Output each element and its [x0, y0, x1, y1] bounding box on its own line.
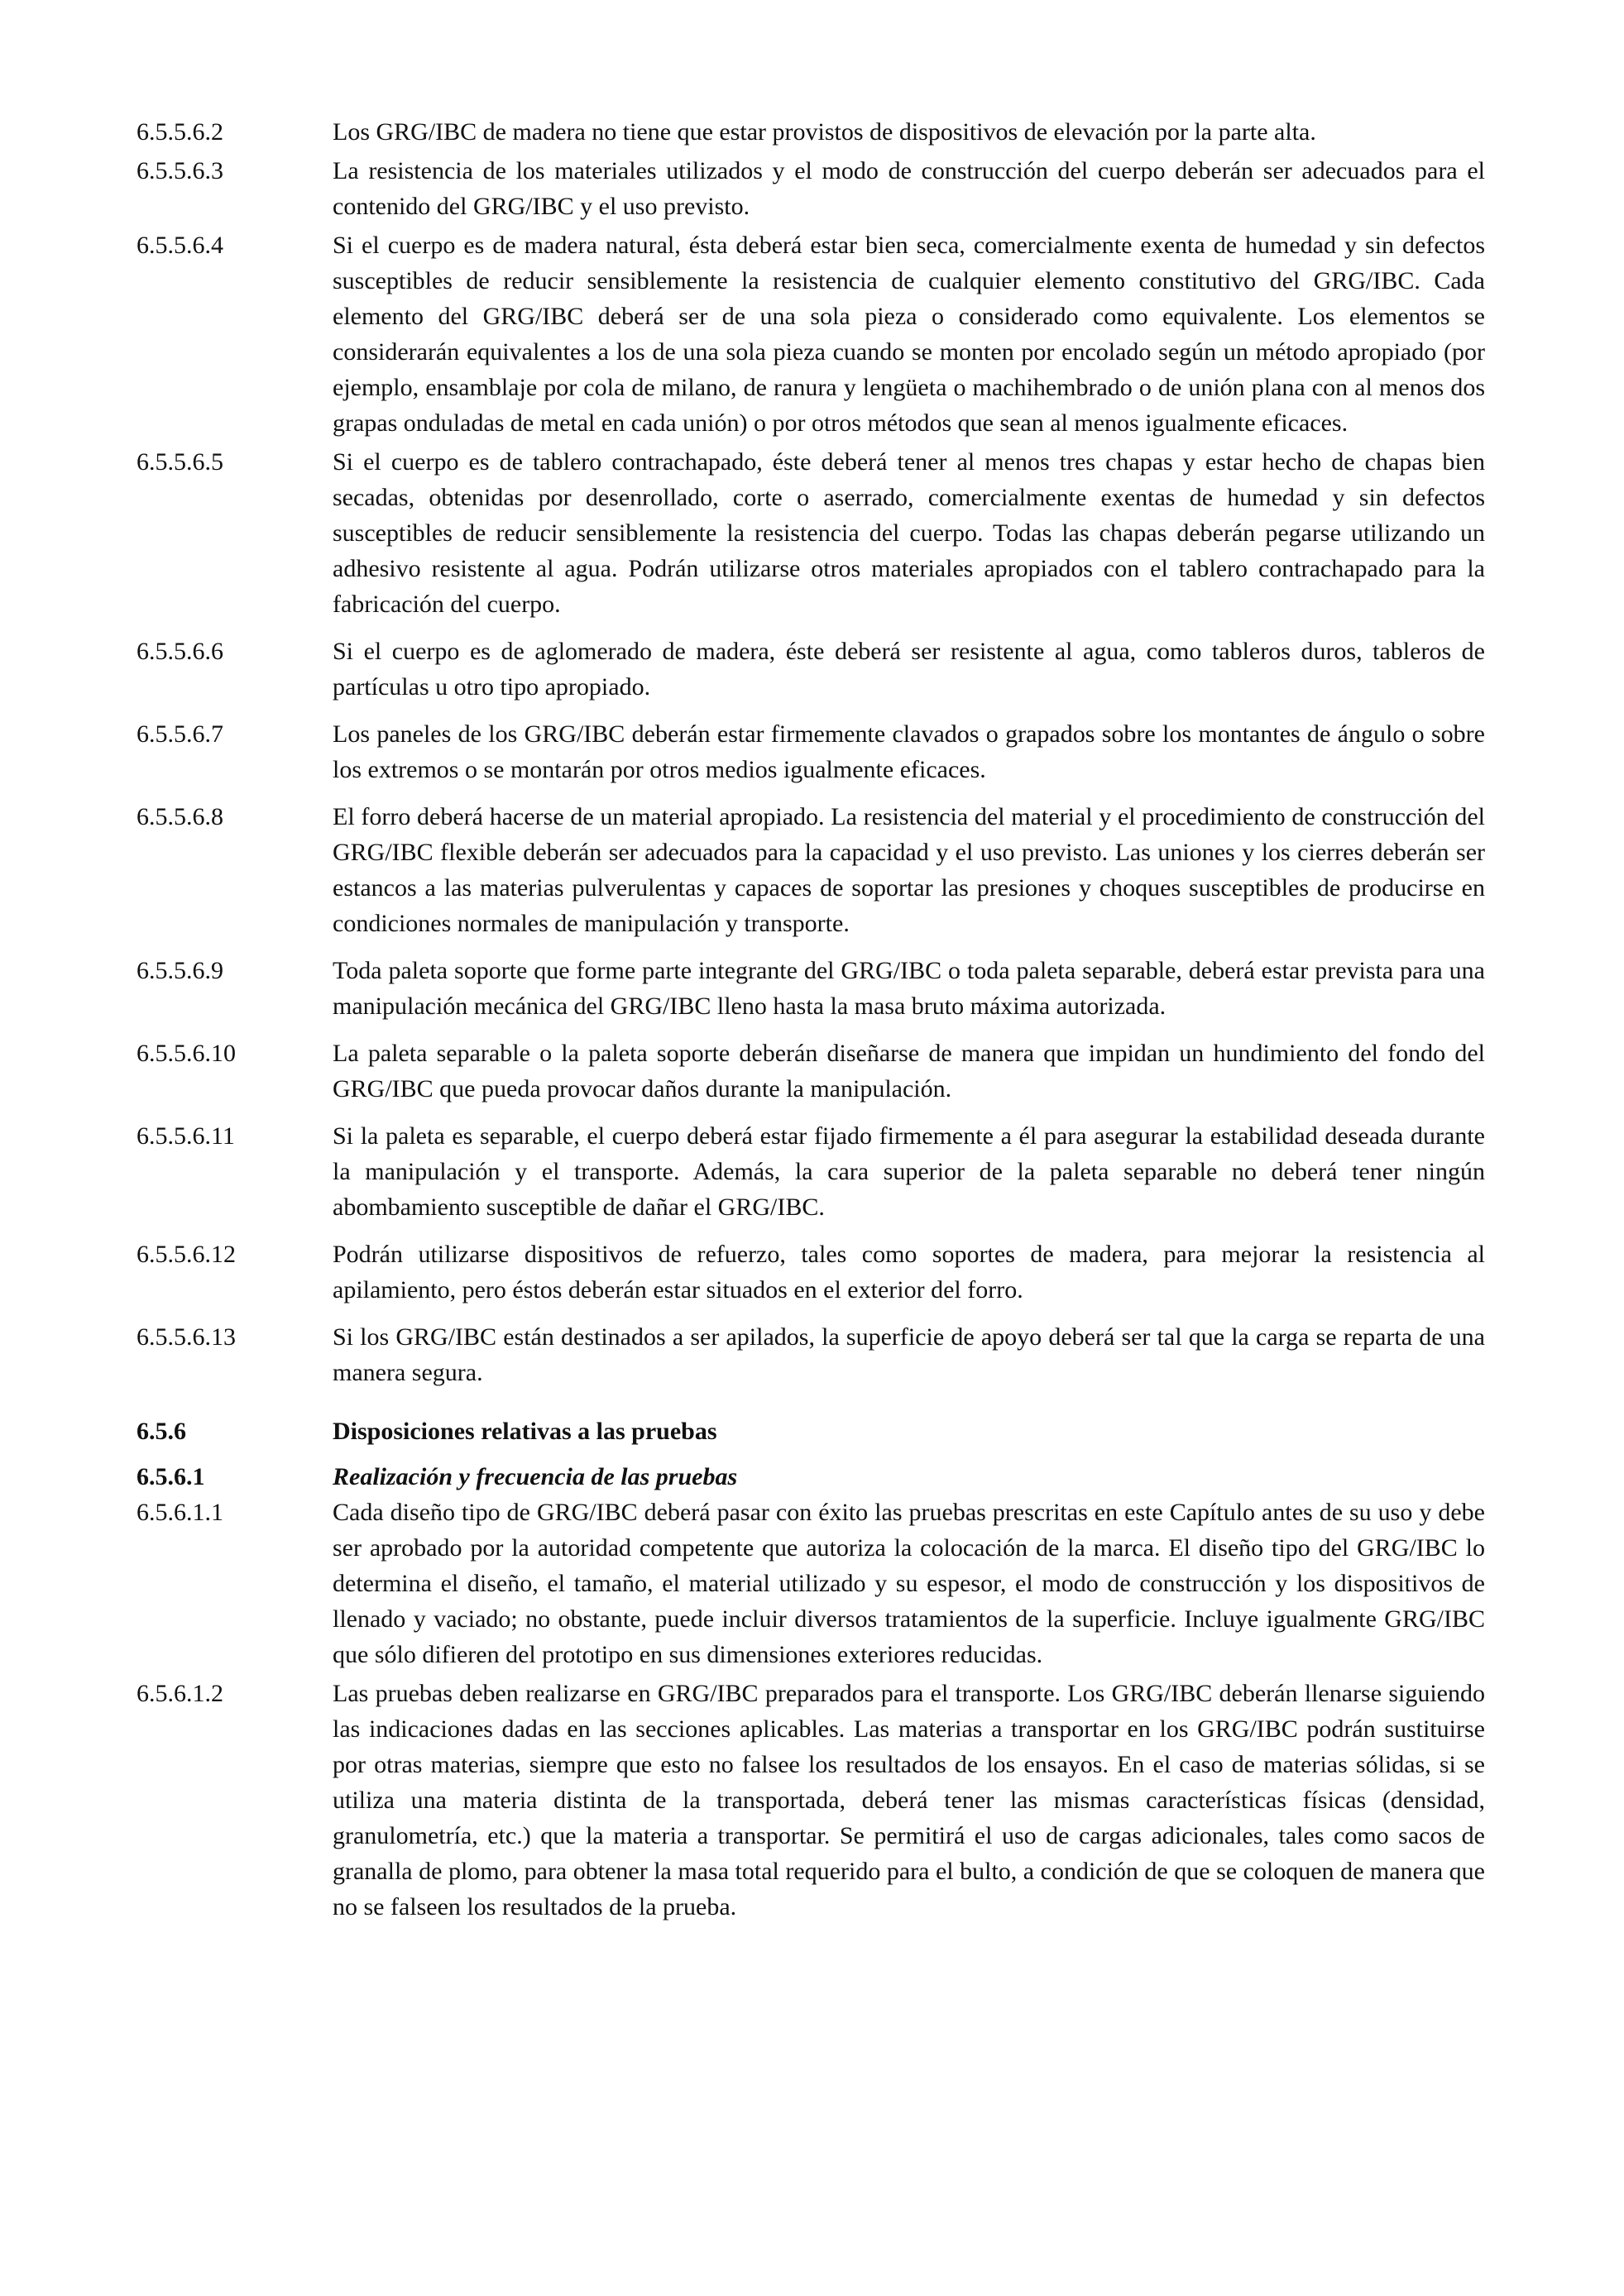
subsection-heading-6-5-6-1 [137, 1459, 1485, 1495]
paragraph-text: Si el cuerpo es de aglomerado de madera, éste deberá ser resistente al agua, como tableros duros, tableros de partículas u otro tipo apropiado. [333, 638, 1485, 701]
paragraph-6-5-5-6-9 [137, 953, 1485, 1024]
paragraph-6-5-5-6-3 [137, 153, 1485, 224]
paragraph-number: 6.5.5.6.13 [137, 1323, 236, 1351]
paragraph-number: 6.5.5.6.9 [137, 957, 223, 984]
paragraph-6-5-5-6-10 [137, 1036, 1485, 1107]
paragraph-text: Las pruebas deben realizarse en GRG/IBC preparados para el transporte. Los GRG/IBC deberán llenarse siguiendo las indicaciones dadas en las secciones aplicables. Las materias a transportar en los GRG/IBC podrán sustituirse por otras materias, siempre que esto no falsee los resultados de los ensayos. En el caso de materias sólidas, si se utiliza una materia distinta de la transportada, deberá tener las mismas características físicas (densidad, granulometría, etc.) que la materia a transportar. Se permitirá el uso de cargas adicionales, tales como sacos de granalla de plomo, para obtener la masa total requerido para el bulto, a condición de que se coloquen de manera que no se falseen los resultados de la prueba. [333, 1680, 1485, 1921]
paragraph-text: La paleta separable o la paleta soporte deberán diseñarse de manera que impidan un hundimiento del fondo del GRG/IBC que pueda provocar daños durante la manipulación. [333, 1040, 1485, 1103]
paragraph-text: La resistencia de los materiales utilizados y el modo de construcción del cuerpo deberán ser adecuados para el contenido del GRG/IBC y el uso previsto. [333, 157, 1485, 220]
paragraph-number: 6.5.5.6.6 [137, 638, 223, 665]
paragraph-number: 6.5.6.1.2 [137, 1680, 223, 1707]
paragraph-6-5-5-6-2 [137, 114, 1485, 150]
paragraph-number: 6.5.5.6.7 [137, 720, 223, 748]
paragraph-6-5-5-6-13 [137, 1319, 1485, 1390]
paragraph-number: 6.5.5.6.8 [137, 803, 223, 830]
paragraph-6-5-5-6-12 [137, 1236, 1485, 1308]
subsection-title: Realización y frecuencia de las pruebas [333, 1463, 738, 1490]
paragraph-number: 6.5.5.6.10 [137, 1040, 236, 1067]
paragraph-number: 6.5.5.6.12 [137, 1241, 236, 1268]
paragraph-number: 6.5.5.6.5 [137, 448, 223, 476]
paragraph-text: Si los GRG/IBC están destinados a ser apilados, la superficie de apoyo deberá ser tal que la carga se reparta de una manera segura. [333, 1323, 1485, 1386]
subsection-number: 6.5.6.1 [137, 1463, 205, 1490]
section-title: Disposiciones relativas a las pruebas [333, 1418, 717, 1445]
paragraph-text: El forro deberá hacerse de un material apropiado. La resistencia del material y el procedimiento de construcción del GRG/IBC flexible deberán ser adecuados para la capacidad y el uso previsto. Las uniones y los cierres deberán ser estancos a las materias pulverulentas y capaces de soportar las presiones y choques susceptibles de producirse en condiciones normales de manipulación y transporte. [333, 803, 1485, 937]
paragraph-6-5-5-6-11 [137, 1118, 1485, 1225]
paragraph-text: Toda paleta soporte que forme parte integrante del GRG/IBC o toda paleta separable, deberá estar prevista para una manipulación mecánica del GRG/IBC lleno hasta la masa bruto máxima autorizada. [333, 957, 1485, 1020]
section-heading-6-5-6 [137, 1413, 1485, 1449]
paragraph-number: 6.5.5.6.2 [137, 118, 223, 146]
paragraph-text: Los GRG/IBC de madera no tiene que estar provistos de dispositivos de elevación por la parte alta. [333, 118, 1316, 146]
paragraph-number: 6.5.5.6.4 [137, 232, 223, 259]
paragraph-6-5-5-6-8 [137, 799, 1485, 941]
paragraph-6-5-5-6-5 [137, 444, 1485, 622]
paragraph-number: 6.5.5.6.11 [137, 1122, 235, 1150]
paragraph-text: Los paneles de los GRG/IBC deberán estar firmemente clavados o grapados sobre los montantes de ángulo o sobre los extremos o se montarán por otros medios igualmente eficaces. [333, 720, 1485, 783]
paragraph-6-5-6-1-1 [137, 1495, 1485, 1672]
paragraph-text: Si el cuerpo es de tablero contrachapado, éste deberá tener al menos tres chapas y estar hecho de chapas bien secadas, obtenidas por desenrollado, corte o aserrado, comercialmente exentas de humedad y sin defectos susceptibles de reducir sensiblemente la resistencia del cuerpo. Todas las chapas deberán pegarse utilizando un adhesivo resistente al agua. Podrán utilizarse otros materiales apropiados con el tablero contrachapado para la fabricación del cuerpo. [333, 448, 1485, 618]
paragraph-6-5-5-6-4 [137, 227, 1485, 441]
paragraph-6-5-5-6-6 [137, 634, 1485, 705]
paragraph-text: Cada diseño tipo de GRG/IBC deberá pasar con éxito las pruebas prescritas en este Capítulo antes de su uso y debe ser aprobado por la autoridad competente que autoriza la colocación de la marca. El diseño tipo del GRG/IBC lo determina el diseño, el tamaño, el material utilizado y su espesor, el modo de construcción y los dispositivos de llenado y vaciado; no obstante, puede incluir diversos tratamientos de la superficie. Incluye igualmente GRG/IBC que sólo difieren del prototipo en sus dimensiones exteriores reducidas. [333, 1499, 1485, 1668]
paragraph-6-5-6-1-2 [137, 1676, 1485, 1925]
paragraph-number: 6.5.6.1.1 [137, 1499, 223, 1526]
paragraph-number: 6.5.5.6.3 [137, 157, 223, 184]
paragraph-text: Si la paleta es separable, el cuerpo deberá estar fijado firmemente a él para asegurar la estabilidad deseada durante la manipulación y el transporte. Además, la cara superior de la paleta separable no deberá tener ningún abombamiento susceptible de dañar el GRG/IBC. [333, 1122, 1485, 1221]
document-page [137, 114, 1485, 1925]
section-number: 6.5.6 [137, 1418, 186, 1445]
paragraph-text: Podrán utilizarse dispositivos de refuerzo, tales como soportes de madera, para mejorar la resistencia al apilamiento, pero éstos deberán estar situados en el exterior del forro. [333, 1241, 1485, 1303]
paragraph-text: Si el cuerpo es de madera natural, ésta deberá estar bien seca, comercialmente exenta de humedad y sin defectos susceptibles de reducir sensiblemente la resistencia de cualquier elemento constitutivo del GRG/IBC. Cada elemento del GRG/IBC deberá ser de una sola pieza o considerado como equivalente. Los elementos se considerarán equivalentes a los de una sola pieza cuando se monten por encolado según un método apropiado (por ejemplo, ensamblaje por cola de milano, de ranura y lengüeta o machihembrado o de unión plana con al menos dos grapas onduladas de metal en cada unión) o por otros métodos que sean al menos igualmente eficaces. [333, 232, 1485, 437]
paragraph-6-5-5-6-7 [137, 716, 1485, 787]
